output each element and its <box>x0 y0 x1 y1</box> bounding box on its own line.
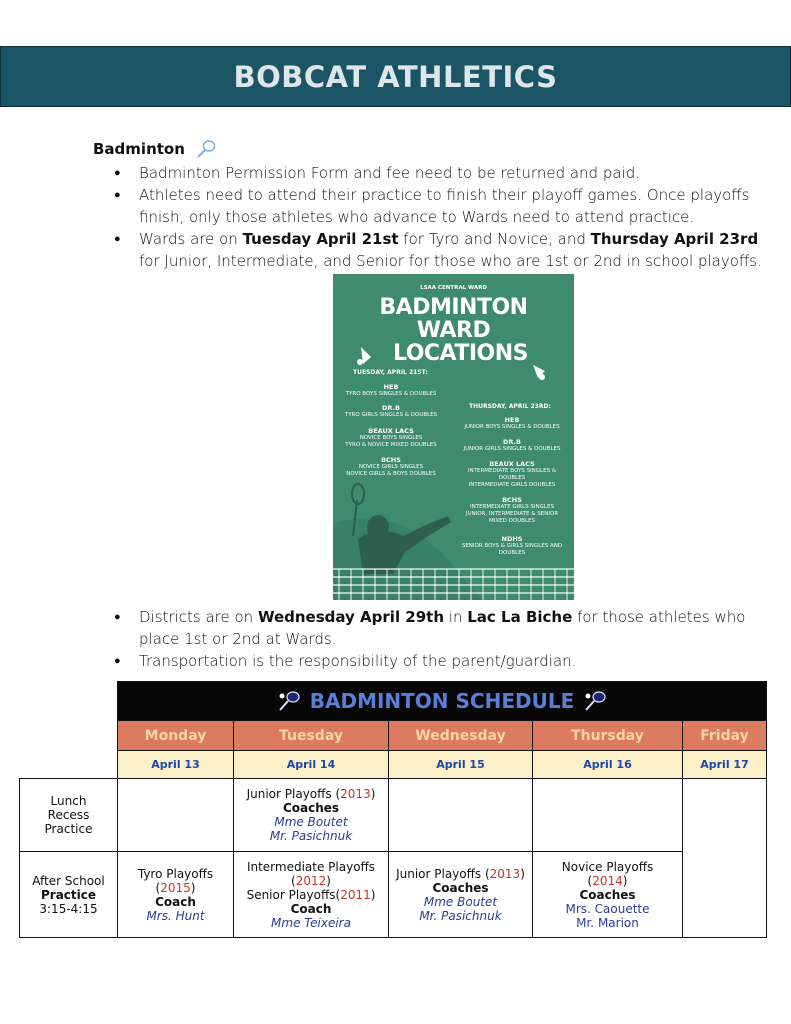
coach-name: Mr. Pasichnuk <box>419 908 502 923</box>
event-text: Tyro Playoffs <box>137 866 214 881</box>
coach-label: Coaches <box>282 801 340 815</box>
cell-lunch-wednesday <box>388 778 533 852</box>
date-tuesday: April 14 <box>233 750 389 779</box>
schedule-title-bar <box>117 681 767 721</box>
coach-name: Mrs. Caouette <box>565 901 650 916</box>
badminton-rackets-icon <box>582 690 608 712</box>
date-friday: April 17 <box>682 750 767 779</box>
event-text: Intermediate Playoffs <box>246 859 376 874</box>
poster-venue: BEAUX LACS NOVICE BOYS SINGLES TYRO & NOVICE MIXED DOUBLES <box>345 427 437 448</box>
day-header-tuesday: Tuesday <box>233 720 389 751</box>
event-year: (2014) <box>587 873 628 888</box>
cell-lunch-tuesday <box>233 778 389 852</box>
cell-after-thursday <box>532 851 683 938</box>
poster-venue: HEB JUNIOR BOYS SINGLES & DOUBLES <box>464 416 560 430</box>
cell-after-monday <box>117 851 234 938</box>
lunch-label-line: Practice <box>44 822 93 836</box>
coach-label: Coaches <box>432 880 489 895</box>
day-header-thursday: Thursday <box>532 720 683 751</box>
coach-name: Mrs. Hunt <box>146 908 205 923</box>
poster-title-1: BADMINTON <box>379 295 528 320</box>
poster-thursday-heading: THURSDAY, APRIL 23RD: <box>469 403 551 410</box>
coach-label: Coach <box>290 901 332 916</box>
date-monday: April 13 <box>117 750 234 779</box>
event-text: Junior Playoffs (2013) <box>246 787 376 801</box>
date-thursday: April 16 <box>532 750 683 779</box>
poster-venue: BCHS INTERMEDIATE GIRLS SINGLES JUNIOR, INTERMEDIATE & SENIOR MIXED DOUBLES <box>465 496 559 524</box>
poster-title-2: WARD <box>416 318 491 343</box>
cell-after-tuesday <box>233 851 389 938</box>
day-header-monday: Monday <box>117 720 234 751</box>
coach-name: Mme Boutet <box>274 815 348 829</box>
cell-friday <box>682 778 767 938</box>
section-title: Badminton <box>93 140 185 158</box>
page-header <box>0 46 791 107</box>
badminton-info-list <box>114 162 764 272</box>
coach-name: Mr. Marion <box>576 915 639 930</box>
poster-venue: BCHS NOVICE GIRLS SINGLES NOVICE GIRLS & BOYS DOUBLES <box>346 456 436 477</box>
section-heading <box>93 139 217 159</box>
lunch-label-line: Lunch <box>50 794 87 808</box>
bullet-item: ● Wards are on Tuesday April 21st for Tyro and Novice, and Thursday April 23rd for Junior, Intermediate, and Senior for those who are 1st or 2nd in school playoffs. <box>114 228 764 272</box>
event-year: (2015) <box>155 880 196 895</box>
schedule-title: BADMINTON SCHEDULE <box>309 689 575 713</box>
row-label-after-school <box>19 851 118 938</box>
event-text: Junior Playoffs (2013) <box>396 866 525 881</box>
lunch-label-line: Recess <box>47 808 90 822</box>
coach-name: Mme Teixeira <box>271 915 351 930</box>
page-title: BOBCAT ATHLETICS <box>233 59 558 94</box>
ward-locations-poster <box>333 274 574 600</box>
poster-venue: DR.B TYRO GIRLS SINGLES & DOUBLES <box>344 404 438 418</box>
cell-after-wednesday <box>388 851 533 938</box>
poster-venue: HEB TYRO BOYS SINGLES & DOUBLES <box>345 383 437 397</box>
cell-lunch-thursday <box>532 778 683 852</box>
badminton-racket-icon <box>195 139 217 159</box>
after-label-line: After School <box>32 873 105 888</box>
bullet-item: ● Athletes need to attend their practice to finish their playoff games. Once playoffs finish, only those athletes who advance to Wards need to attend practice. <box>114 184 764 228</box>
cell-lunch-monday <box>117 778 234 852</box>
bullet-item: ● Badminton Permission Form and fee need to be returned and paid. <box>114 162 764 184</box>
date-wednesday: April 15 <box>388 750 533 779</box>
row-label-lunch <box>19 778 118 852</box>
event-text: Senior Playoffs(2011) <box>246 887 376 902</box>
poster-venue: NDHS SENIOR BOYS & GIRLS SINGLES AND DOUBLES <box>461 535 563 556</box>
coach-label: Coach <box>155 894 196 909</box>
after-label-time: 3:15-4:15 <box>39 901 98 916</box>
poster-venue: DR.B JUNIOR GIRLS SINGLES & DOUBLES <box>463 438 561 452</box>
event-text: Novice Playoffs <box>561 859 654 874</box>
coach-name: Mr. Pasichnuk <box>269 829 353 843</box>
day-header-wednesday: Wednesday <box>388 720 533 751</box>
coach-name: Mme Boutet <box>423 894 498 909</box>
bullet-item: ● Districts are on Wednesday April 29th in Lac La Biche for those athletes who place 1st or 2nd at Wards. <box>114 606 764 650</box>
badminton-rackets-icon <box>276 690 302 712</box>
after-label-bold: Practice <box>40 887 97 902</box>
poster-venue: BEAUX LACS INTERMEDIATE BOYS SINGLES & DOUBLES INTERMEDIATE GIRLS DOUBLES <box>467 460 557 488</box>
district-info-list <box>114 606 764 672</box>
poster-tuesday-heading: TUESDAY, APRIL 21ST: <box>353 369 428 376</box>
bullet-item: ● Transportation is the responsibility of the parent/guardian. <box>114 650 764 672</box>
poster-org: LSAA CENTRAL WARD <box>420 285 487 291</box>
poster-title-3: LOCATIONS <box>392 341 529 366</box>
day-header-friday: Friday <box>682 720 767 751</box>
event-year: (2012) <box>291 873 331 888</box>
coach-label: Coaches <box>579 887 636 902</box>
